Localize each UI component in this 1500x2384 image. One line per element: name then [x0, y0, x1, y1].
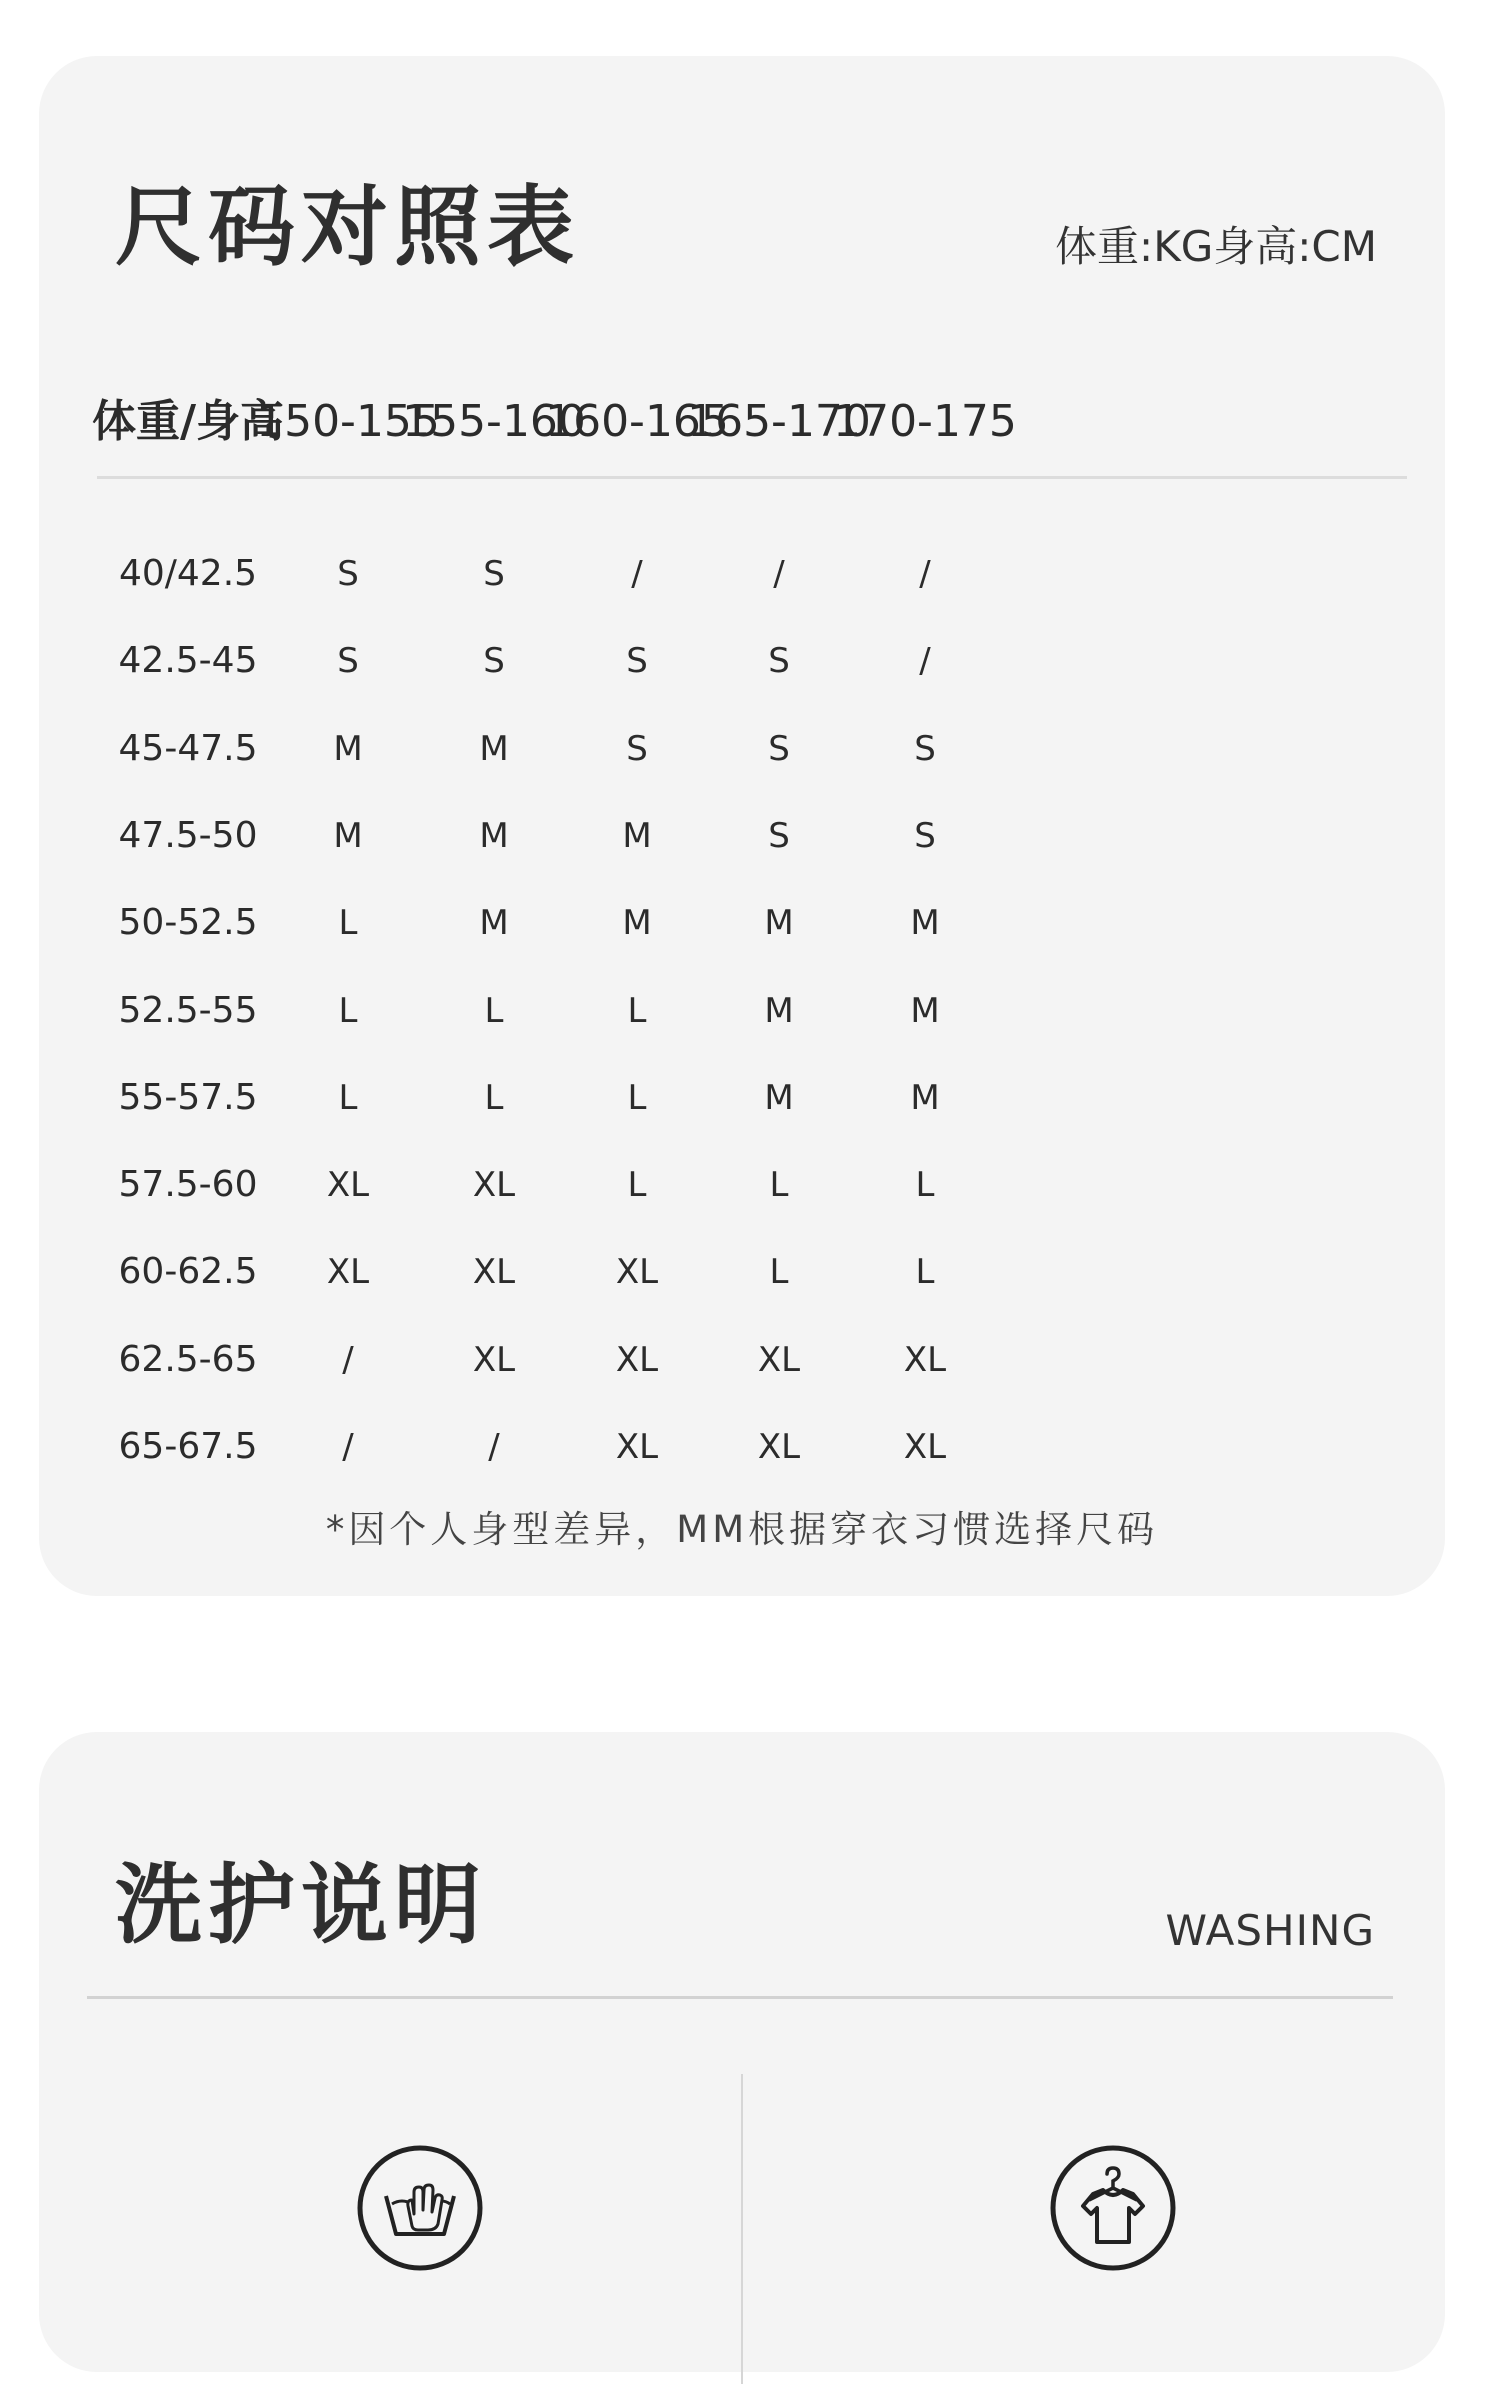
size-cell: XL [757, 1427, 801, 1467]
size-cell: / [631, 554, 643, 594]
size-cell: S [768, 816, 790, 856]
header-cell: 165-170 [687, 396, 871, 447]
size-cell: / [919, 641, 931, 681]
size-cell: M [764, 991, 794, 1031]
size-chart-card [39, 56, 1445, 1596]
size-cell: XL [472, 1165, 516, 1205]
size-cell: XL [326, 1165, 370, 1205]
size-cell: L [338, 1078, 358, 1118]
row-weight-label: 47.5-50 [118, 815, 258, 856]
washing-divider [87, 1996, 1393, 1999]
header-cell: 155-160 [402, 396, 586, 447]
size-cell: M [910, 991, 940, 1031]
size-cell: L [769, 1252, 789, 1292]
hang-dry-icon [1049, 2144, 1177, 2272]
size-cell: XL [472, 1252, 516, 1292]
size-cell: S [337, 554, 359, 594]
unit-note: 体重:KG身高:CM [1055, 222, 1377, 271]
row-weight-label: 60-62.5 [118, 1251, 258, 1292]
size-cell: L [627, 1165, 647, 1205]
row-weight-label: 45-47.5 [118, 728, 258, 769]
size-cell: M [622, 816, 652, 856]
size-cell: L [915, 1165, 935, 1205]
size-cell: M [622, 903, 652, 943]
header-cell: 160-165 [545, 396, 729, 447]
size-cell: S [914, 816, 936, 856]
size-cell: XL [615, 1427, 659, 1467]
row-weight-label: 55-57.5 [118, 1077, 258, 1118]
row-weight-label: 50-52.5 [118, 902, 258, 943]
size-cell: S [483, 554, 505, 594]
size-cell: S [626, 729, 648, 769]
row-weight-label: 52.5-55 [118, 990, 258, 1031]
size-cell: S [626, 641, 648, 681]
washing-column-divider [741, 2074, 743, 2384]
size-cell: S [483, 641, 505, 681]
size-cell: M [764, 903, 794, 943]
size-cell: XL [757, 1340, 801, 1380]
size-cell: M [479, 903, 509, 943]
washing-card [39, 1732, 1445, 2372]
size-cell: L [338, 903, 358, 943]
size-cell: M [479, 729, 509, 769]
size-cell: S [337, 641, 359, 681]
size-cell: / [488, 1427, 500, 1467]
size-cell: M [333, 729, 363, 769]
size-cell: L [627, 991, 647, 1031]
row-weight-label: 65-67.5 [118, 1426, 258, 1467]
row-weight-label: 57.5-60 [118, 1164, 258, 1205]
size-cell: L [484, 1078, 504, 1118]
size-cell: M [910, 1078, 940, 1118]
size-cell: XL [326, 1252, 370, 1292]
washing-title: 洗护说明 [115, 1854, 487, 1956]
row-weight-label: 40/42.5 [118, 553, 258, 594]
size-cell: S [768, 641, 790, 681]
washing-subtitle: WASHING [1165, 1906, 1375, 1955]
size-cell: M [333, 816, 363, 856]
row-weight-label: 42.5-45 [118, 640, 258, 681]
size-cell: XL [903, 1340, 947, 1380]
size-cell: L [338, 991, 358, 1031]
size-note: *因个人身型差异，MM根据穿衣习惯选择尺码 [325, 1508, 1159, 1551]
size-cell: XL [472, 1340, 516, 1380]
header-cell: 150-155 [256, 396, 440, 447]
size-cell: XL [903, 1427, 947, 1467]
size-cell: M [479, 816, 509, 856]
header-cell: 体重/身高 [91, 396, 285, 447]
size-cell: L [769, 1165, 789, 1205]
size-cell: / [342, 1427, 354, 1467]
size-cell: L [627, 1078, 647, 1118]
size-cell: M [764, 1078, 794, 1118]
row-weight-label: 62.5-65 [118, 1339, 258, 1380]
size-cell: M [910, 903, 940, 943]
size-cell: XL [615, 1252, 659, 1292]
size-cell: / [773, 554, 785, 594]
table-divider [97, 476, 1407, 479]
size-chart-title: 尺码对照表 [115, 176, 580, 278]
size-cell: L [484, 991, 504, 1031]
size-cell: / [919, 554, 931, 594]
size-cell: / [342, 1340, 354, 1380]
size-cell: XL [615, 1340, 659, 1380]
header-cell: 170-175 [833, 396, 1017, 447]
size-cell: S [768, 729, 790, 769]
size-cell: L [915, 1252, 935, 1292]
size-cell: S [914, 729, 936, 769]
hand-wash-icon [356, 2144, 484, 2272]
